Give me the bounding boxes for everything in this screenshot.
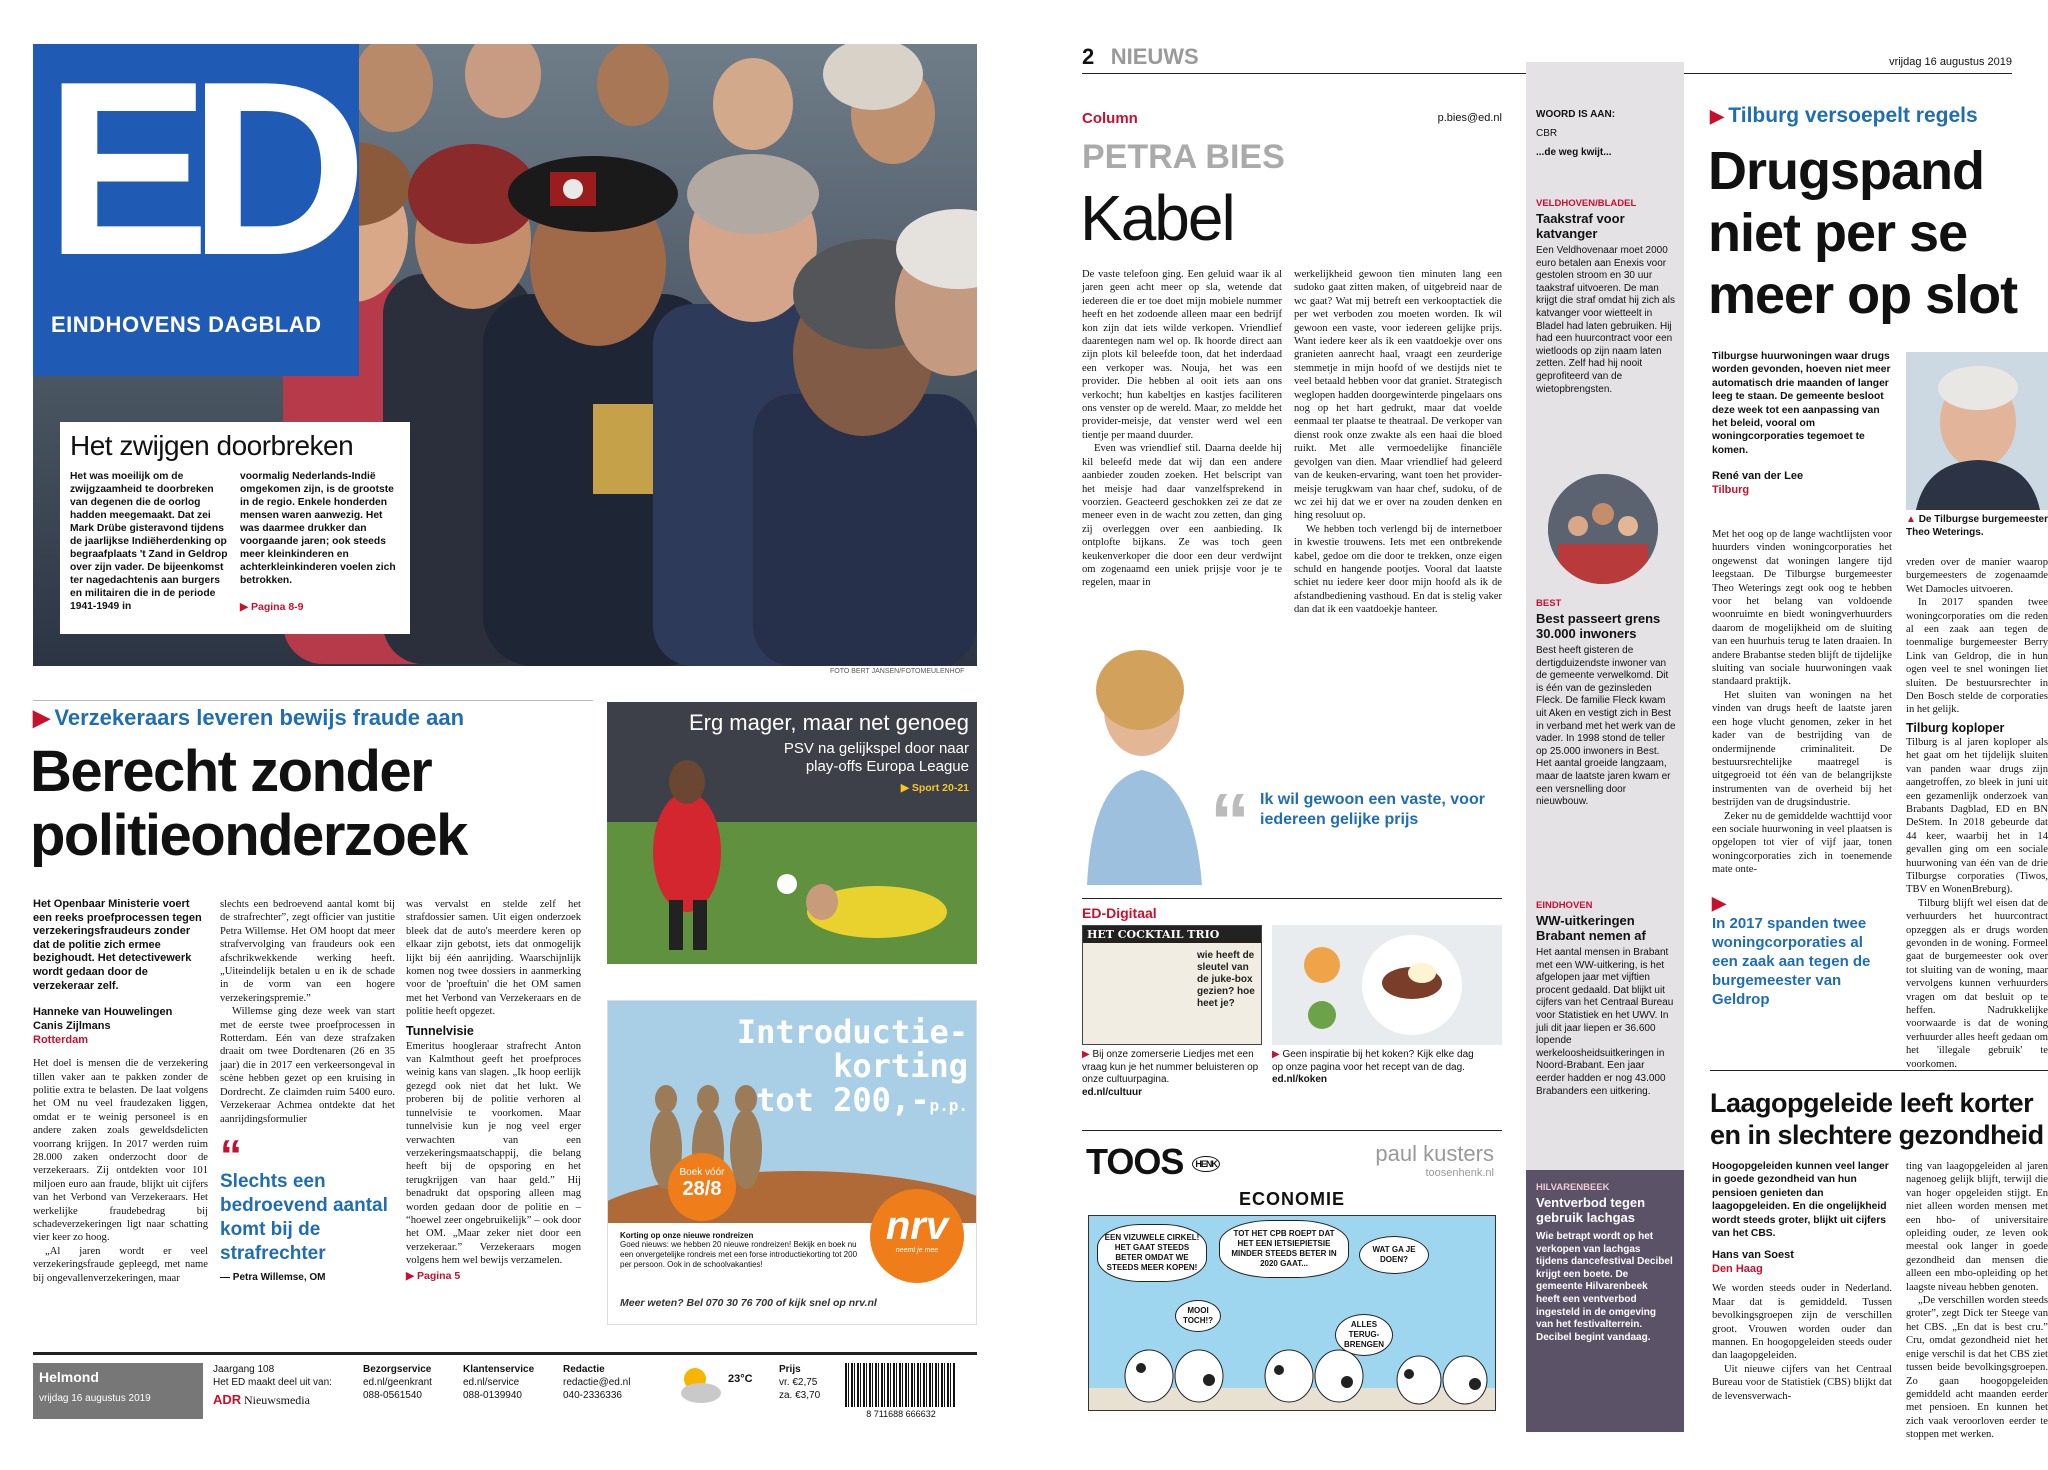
sidebar-news-3 xyxy=(1536,900,1676,1098)
quote-mark-icon: “ xyxy=(1210,777,1250,866)
paragraph: „Al jaren wordt er veel verzekeringsfraude gepleegd, met name bij ongevallenverzekeringen, maar xyxy=(33,1245,208,1284)
tilburg-author: René van der Lee xyxy=(1712,470,1804,483)
page-news xyxy=(1060,0,2048,1470)
news-title: WW-uitkeringen Brabant nemen af xyxy=(1536,913,1646,943)
tilburg-text-1 xyxy=(1712,528,1892,877)
sidebar-news-4-box xyxy=(1526,1170,1684,1432)
sport-box[interactable] xyxy=(607,702,977,964)
ad-brand-circle xyxy=(870,1189,964,1283)
ad-text-block xyxy=(620,1231,866,1270)
tilburg-quote-text: In 2017 spanden twee woningcorporaties al een zaak aan tegen de burgemeester van Geldrop xyxy=(1712,914,1871,1008)
paragraph: We hebben toch verlengd bij de internetboer in kwestie trouwens. Iets met een ontbrekende kabel, gedoe om die door te trekken, onze eigen schuld en hangende pootjes. Vooral dat laatste schiet nu iedere keer door mijn hoofd als ik de afstandbediening vasthoud. En dat is stelig vaker dan dat ik een vaatdoekje hanteer. xyxy=(1294,523,1502,616)
ad-title-1: Introductie- xyxy=(736,1013,968,1051)
sidebar-photo xyxy=(1548,474,1658,584)
feature-text-1: Het was moeilijk om de zwijgzaamheid te doorbreken van degenen die de oorlog hadden meegemaakt. Dat zei Mark Drübe gisteravond tijdens de jaarlijkse Indiëherdenking op begraafplaats 't Zand in Geldrop over zijn vader. De bijeenkomst ter nagedachtenis aan burgers en militairen die in de periode 1941-1949 in xyxy=(70,471,228,612)
comic-strip xyxy=(1082,1130,1502,1418)
digitaal-block xyxy=(1082,898,1502,1098)
pointer-icon: ▲ xyxy=(1906,514,1919,525)
comic-site: toosenhenk.nl xyxy=(1425,1167,1494,1179)
family-photo xyxy=(1548,474,1658,584)
comic-title: ECONOMIE xyxy=(1238,1189,1345,1209)
news-text: Wie betrapt wordt op het verkopen van lachgas tijdens dancefestival Decibel krijgt een boete. De gemeente Hilvarenbeek heeft een ventverbod ingesteld in de omgeving van het festivalterrein. Decibel begint vandaag. xyxy=(1536,1231,1673,1343)
paragraph: Emeritus hoogleraar strafrecht Anton van Kalmthout geeft het proefproces weinig kans van slagen. „Ik hoop eerlijk gezegd ook niet dat het lukt. We proberen bij de politie verhoren al tunnelvisie te voorkomen. Maar tunnelvisie kun je nog veel erger verwachten van een verzekeringsmaatschappij, die belang heeft bij de opsporing en het terugkrijgen van haar geld.” Hij benadrukt dat opsporing alleen mag worden gedaan door de politie en – “hoewel zeer ongebruikelijk” – ook door het OM. „Maar zeker niet door een verzekeraar.” Verzekeraars mogen volgens hem wel bewijs verzamelen. xyxy=(406,1040,581,1267)
health-author: Hans van Soest xyxy=(1712,1249,1794,1262)
news-title: Best passeert grens 30.000 inwoners xyxy=(1536,611,1661,641)
tilburg-place: Tilburg xyxy=(1712,484,1750,497)
feature-text-2: voormalig Nederlands-Indië omgekomen zijn, is de grootste in de regio. Enkele honderden mensen waren aanwezig. Het was daarmee drukker dan voorgaande jaren; ook steeds meer kleinkinderen en achterkleinkinderen voelen zich betrokken. xyxy=(240,471,396,586)
mayor-portrait xyxy=(1906,352,2048,510)
main-headline-line1: Berecht zonder xyxy=(30,739,432,804)
digitaal-item-text: Geen inspiratie bij het koken? Kijk elke dag op onze pagina voor het recept van de dag. xyxy=(1272,1049,1474,1073)
health-text-2 xyxy=(1906,1160,2048,1442)
paragraph: werkelijkheid gewoon tien minuten lang een sudoko gaat zitten maken, of uitgebreid naar de wc gaat? Wat mij betreft een verkooptactiek die per wet verboden zou moeten worden. Ik wil gewoon een vaste, voor iedereen gelijke prijs. Want iedere keer als ik een vaatdoekje over ons granieten aanrecht haal, vraagt een zeurderige stemmetje in mijn hoofd of we destijds niet te veel betaald hebben voor dat graniet. Strategisch weglopen hadden doorgewinterde pingelaars ons nog op het hart gedrukt, maar dat voelde eenmaal ter plaatse te theatraal. De verkoper van dienst rook onze zwakte als een haai die bloed ruikt. Met alle vermoedelijke financiële gevolgen van dien. Maar vriendlief had geleerd van de keuken-ervaring, want toen het provider-meisje terugkwam van haar chef, sudoku, of de wc zei hij dat we er over na zouden denken en hing resoluut op. xyxy=(1294,269,1502,522)
footer-link[interactable]: ed.nl/service xyxy=(463,1377,520,1388)
health-col-1 xyxy=(1712,1160,1892,1403)
ad-badge-1: Boek vóór xyxy=(679,1167,725,1178)
footer-label: Bezorgservice xyxy=(363,1364,432,1375)
header-date: vrijdag 16 augustus 2019 xyxy=(1889,56,2012,68)
sport-title: Erg mager, maar net genoeg xyxy=(688,710,969,735)
column-col-1 xyxy=(1082,268,1282,590)
footer-pub xyxy=(213,1363,353,1408)
speech-bubble-4: MOOI TOCH!? xyxy=(1175,1300,1221,1332)
tilburg-kicker-row xyxy=(1710,104,2048,128)
quote-attribution: — Petra Willemse, OM xyxy=(220,1271,326,1283)
ad-cta: Meer weten? Bel 070 30 76 700 of kijk snel op nrv.nl xyxy=(620,1297,877,1309)
adr-logo: ADR xyxy=(213,1392,242,1407)
news-place: HILVARENBEEK xyxy=(1536,1182,1610,1193)
ad-pp: p.p. xyxy=(929,1096,968,1115)
column-quote xyxy=(1210,777,1510,866)
nrv-ad[interactable] xyxy=(607,1000,977,1325)
paragraph: Met het oog op de lange wachtlijsten voor huurders vinden woningcorporaties het ongewenst dat woningen langere tijd leegstaan. De Tilburgse burgemeester Theo Weterings zegt ook oog te hebben voor het belang van voldoende woonruimte en biedt woningverhuurders daarom de mogelijkheid om de sluiting van een huurhuis terug te laten draaien. In andere Brabantse steden blijft de tijdelijke sluiting van sociale huurwoningen vaak standaard praktijk. xyxy=(1712,529,1892,688)
mayor-caption xyxy=(1906,514,2048,539)
main-text-1 xyxy=(33,1057,208,1285)
digitaal-link[interactable]: ed.nl/koken xyxy=(1272,1074,1328,1085)
food-image xyxy=(1272,925,1502,1045)
main-page-link[interactable] xyxy=(406,1270,581,1282)
columnist-portrait xyxy=(1082,630,1212,885)
column-email[interactable]: p.bies@ed.nl xyxy=(1437,112,1502,124)
tilburg-headline-2: niet per se xyxy=(1708,203,1968,263)
ad-title xyxy=(728,1015,968,1123)
feature-page-link[interactable] xyxy=(240,601,400,613)
health-story xyxy=(1710,1070,2048,1151)
woord-block xyxy=(1536,108,1676,159)
cocktail-image xyxy=(1082,925,1262,1045)
footer-phone: 088-0561540 xyxy=(363,1390,422,1401)
footer-klant xyxy=(463,1363,563,1402)
main-ref: Pagina 5 xyxy=(417,1269,461,1282)
tilburg-text-3 xyxy=(1906,736,2048,1071)
news-title: Ventverbod tegen gebruik lachgas xyxy=(1536,1195,1646,1225)
tilburg-intro xyxy=(1712,350,1892,497)
price-label: Prijs xyxy=(779,1364,801,1375)
news-title: Taakstraf voor katvanger xyxy=(1536,211,1625,241)
weather-icon xyxy=(673,1361,723,1407)
woord-label: WOORD IS AAN: xyxy=(1536,109,1616,120)
main-text-3b xyxy=(406,1040,581,1268)
publisher: Nieuwsmedia xyxy=(243,1393,310,1407)
footer-year: Jaargang 108 xyxy=(213,1364,275,1375)
cocktail-q: wie heeft de sleutel van de juke-box gezien? hoe heet je? xyxy=(1197,950,1255,1009)
paragraph: slechts een bedroevend aantal komt bij de strafrechter”, zegt officier van justitie Petra Willemse. Het OM hoopt dat meer strafvervolging van fraudeurs ook een afschrikwekkende werking heeft. „Uiteindelijk betalen u en ik de schade in de vorm van een hogere verzekeringspremie.” xyxy=(220,899,395,1004)
footer-link[interactable]: ed.nl/geenkrant xyxy=(363,1377,432,1388)
comic-logo-text-2: HENK xyxy=(1192,1156,1220,1172)
ad-brand-sub: neemt je mee xyxy=(895,1247,939,1254)
news-text: Een Veldhovenaar moet 2000 euro betalen aan Enexis voor gestolen stroom en 30 uur taakstraf uitvoeren. De man krijgt die straf omdat hij zich als katvanger voor wietteelt in Bladel had laten gebruiken. Hij had een huurcontract voor een wietloods op zijn naam laten zetten. Zelf had hij nooit geprofiteerd van de wietopbrengsten. xyxy=(1536,245,1675,395)
digitaal-item-text: Bij onze zomerserie Liedjes met een vraag kun je het nummer beluisteren op onze cultuurpagina. xyxy=(1082,1049,1259,1085)
health-lead: Hoogopgeleiden kunnen veel langer in goede gezondheid van hun pensioen genieten dan laagopgeleiden. En die ongelijkheid wordt steeds groter, blijkt uit cijfers van het CBS. xyxy=(1712,1161,1889,1240)
paragraph: vreden over de manier waarop burgemeesters de zogenaamde Wet Damocles uitvoeren. xyxy=(1906,557,2048,595)
news-text: Het aantal mensen in Brabant met een WW-uitkering, is het afgelopen jaar met vijftien procent gedaald. Dat blijkt uit cijfers van het Centraal Bureau voor Statistiek en het UWV. In juli dit jaar liepen er 36.600 lopende werkeloosheidsuitkeringen in Noord-Brabant. Een jaar eerder hadden er nog 43.000 Brabanders een uitkering. xyxy=(1536,947,1674,1097)
logo-box xyxy=(33,29,359,376)
health-headline-1: Laagopgeleide leeft korter xyxy=(1710,1088,2034,1118)
main-col-2 xyxy=(220,898,395,1283)
main-kicker-row xyxy=(33,700,593,731)
tilburg-lead: Tilburgse huurwoningen waar drugs worden gevonden, hoeven niet meer automatisch drie maanden of langer leeg te staan. De gemeente besloot deze week tot een aanpassing van het beleid, vooral om woningcorporaties tegemoet te komen. xyxy=(1712,351,1891,456)
barcode-number: 8 711688 666632 xyxy=(866,1409,936,1419)
section-name: NIEUWS xyxy=(1110,44,1199,69)
pointer-icon: ▶ xyxy=(900,782,912,794)
sport-ref xyxy=(847,782,969,794)
edition-date: vrijdag 16 augustus 2019 xyxy=(39,1393,151,1404)
logo-name: EINDHOVENS DAGBLAD xyxy=(51,312,322,337)
tilburg-pull-quote xyxy=(1712,893,1892,1009)
column-title: Kabel xyxy=(1080,182,1234,254)
paragraph: Het doel is mensen die de verzekering tillen vaker aan te pakken zonder de politie extra te belasten. De laat volgens het OM nu veel fraudezaken liggen, omdat er te weinig personeel is en andere zaken zoals geweldsdelicten voorrang krijgen. In 2017 werden ruim 28.000 zaken onderzocht door de verzekeraars. Zij ontdekten voor 101 miljoen euro aan fraude, blijkt uit cijfers van het Verbond van Verzekeraars. Het werkelijke fraudebedrag bij schadeverzekeringen ligt naar schatting vier keer zo hoog. xyxy=(33,1058,208,1244)
author-1: Hanneke van Houwelingen xyxy=(33,1006,173,1019)
footer-phone: 040-2336336 xyxy=(563,1390,622,1401)
quote-text: Slechts een bedroevend aantal komt bij de strafrechter xyxy=(220,1170,388,1264)
footer-link[interactable]: redactie@ed.nl xyxy=(563,1377,631,1388)
ad-title-2: korting xyxy=(833,1047,968,1085)
subhead-tunnelvisie: Tunnelvisie xyxy=(406,1023,474,1038)
paragraph: was vervalst en stelde zelf het strafdossier samen. Uit eigen onderzoek bleek dat de auto's meerdere keren op elkaar zijn gebotst, iets dat onmogelijk lijkt bij één aanrijding. Waarschijnlijk komen nog twee dossiers in aanmerking voor de 'proeftuin' die het OM samen met het Verbond van Verzekeraars en de politie heeft opgezet. xyxy=(406,899,581,1018)
speech-bubble-3: WAT GA JE DOEN? xyxy=(1359,1236,1429,1274)
dish-illustration xyxy=(1272,925,1502,1045)
footer-phone: 088-0139940 xyxy=(463,1390,522,1401)
sidebar-news-1 xyxy=(1536,198,1676,396)
column-quote-text: Ik wil gewoon een vaste, voor iedereen gelijke prijs xyxy=(1260,791,1485,828)
paragraph: „De verschillen worden steeds groter”, zegt Dick ter Steege van het CBS. „En dat is best cru.” Cru, omdat gezondheid niet het enige verschil is dat het CBS ziet tussen beide bevolkingsgroepen. Zo gaan hoogopgeleiden gemiddeld acht maanden eerder met pensioen. En kunnen het zich vaak veroorloven eerder te stoppen met werken. xyxy=(1906,1295,2048,1441)
comic-artist: paul kusters xyxy=(1375,1141,1494,1166)
pointer-icon: ▶ xyxy=(1272,1049,1283,1060)
paragraph: Willemse ging deze week van start met de eerste twee proefprocessen in Rotterdam. Eén van deze strafzaken draait om twee Dordtenaren (26 en 35 jaar) die in 2017 een verkeersongeval in scène hebben gezet op een kruising in Dordrecht. Ze claimden ruim 5400 euro. Verzekeraar Achmea ontdekte dat het aanrijdingsformulier xyxy=(220,1006,395,1125)
main-headline-line2: politieonderzoek xyxy=(30,803,467,868)
main-headline xyxy=(30,740,610,868)
footer-label: Klantenservice xyxy=(463,1364,535,1375)
kicker-marker-icon: ▶ xyxy=(33,705,50,730)
mayor-photo xyxy=(1906,352,2048,510)
edition-name: Helmond xyxy=(39,1369,99,1385)
column-col-2 xyxy=(1294,268,1502,617)
paragraph: Even was vriendlief stil. Daarna deelde hij kil beleefd mede dat wij dan een andere aanbieder zouden zoeken. Het belscript van het meisje had daar vanzelfsprekend in voorzien. Geacteerd geschokken zei ze dat ze meneer even in de wacht zou zetten, dan ging zij overleggen over een aanbieding. Ik ontplofte bijkans. Ze was toch geen keukenverkoper die door een deur verdwijnt om zogenaamd een uniek prijsje voor je te regelen, maar in xyxy=(1082,443,1282,589)
tilburg-headline xyxy=(1708,140,2048,326)
ad-text: Goed nieuws: we hebben 20 nieuwe rondreizen! Bekijk en boek nu een onvergetelijke rondreis met een forse introductiekorting tot 200 per persoon. Ook in de schoolvakanties! xyxy=(620,1240,858,1269)
footer-price xyxy=(779,1363,839,1402)
comic-logo-text: TOOS xyxy=(1086,1141,1184,1182)
ad-badge-2: 28/8 xyxy=(682,1178,722,1200)
health-headline xyxy=(1710,1087,2048,1151)
news-text: Best heeft gisteren de dertigduizendste inwoner van de gemeente verwelkomd. Dit is één van de gezinsleden Fleck. De familie Fleck kwam uit Aken en vestigt zich in Best in verband met het werk van de vader. In 1998 stond de teller op 25.000 inwoners in Best. Het aantal groeide langzaam, maar de laatste jaren kwam er een versnelling door nieuwbouw. xyxy=(1536,645,1676,808)
paragraph: Uit nieuwe cijfers van het Centraal Bureau voor de Statistiek (CBS) blijkt dat de levensverwach- xyxy=(1712,1363,1892,1402)
tilburg-text-2 xyxy=(1906,556,2048,717)
feature-title: Het zwijgen doorbreken xyxy=(70,430,354,461)
speech-bubble-1: EEN VIZUWELE CIRKEL! HET GAAT STEEDS BETER OMDAT WE STEEDS MEER KOPEN! xyxy=(1097,1224,1207,1282)
column-photo xyxy=(1082,630,1212,885)
cocktail-head: HET COCKTAIL TRIO xyxy=(1083,926,1261,943)
column-text-2 xyxy=(1294,268,1502,617)
quote-mark-icon: “ xyxy=(220,1130,242,1180)
ad-text-head: Korting op onze nieuwe rondreizen xyxy=(620,1231,754,1240)
main-text-3 xyxy=(406,898,581,1019)
column-label: Column xyxy=(1082,110,1138,127)
quote-marker-icon: ▶ xyxy=(1712,892,1726,913)
paragraph: ting van laagopgeleiden al jaren nagenoeg gelijk blijft, terwijl die van hoger opgeleiden stijgt. En niet alleen worden mensen met een hbo- of universitaire opleiding ouder, ze leven ook meestal ook langer in goede gezondheid dan mensen die alleen een mbo-opleiding op het laagste niveau hebben genoten. xyxy=(1906,1161,2048,1293)
news-place: BEST xyxy=(1536,598,1562,609)
feature-ref: Pagina 8-9 xyxy=(251,601,304,613)
news-sidebar xyxy=(1526,62,1684,1432)
digitaal-link[interactable]: ed.nl/cultuur xyxy=(1082,1086,1142,1098)
footer-redactie xyxy=(563,1363,663,1402)
main-kicker: Verzekeraars leveren bewijs fraude aan xyxy=(54,705,465,730)
main-text-2 xyxy=(220,898,395,1126)
subhead-koploper: Tilburg koploper xyxy=(1906,720,2005,735)
news-place: EINDHOVEN xyxy=(1536,900,1593,911)
price-weekday: vr. €2,75 xyxy=(779,1377,818,1388)
logo-letters: ED xyxy=(45,29,346,307)
comic-logo xyxy=(1086,1141,1220,1183)
paragraph: Zeker nu de gemiddelde wachttijd voor een sociale huurwoning in veel plaatsen is opgelopen tot vier of vijf jaar, tonen woningcorporaties zich in toenemende mate onte- xyxy=(1712,810,1892,876)
comic-panels xyxy=(1088,1215,1496,1411)
pull-quote xyxy=(220,1130,395,1283)
health-place: Den Haag xyxy=(1712,1263,1763,1276)
footer-bezorg xyxy=(363,1363,463,1402)
paragraph: We worden steeds ouder in Nederland. Maar dat is gemiddeld. Tussen bevolkingsgroepen zijn de verschillen groot. Vrouwen worden ouder dan mannen. En hoogopgeleiden steeds ouder dan laagopgeleiden. xyxy=(1712,1283,1892,1362)
health-col-2 xyxy=(1906,1160,2048,1442)
ad-title-3: tot 200,- xyxy=(756,1081,930,1119)
tilburg-headline-1: Drugspand xyxy=(1708,141,1985,201)
sidebar-news-2 xyxy=(1536,598,1676,809)
pointer-icon: ▶ xyxy=(406,1269,417,1282)
news-place: VELDHOVEN/BLADEL xyxy=(1536,198,1637,209)
ad-badge xyxy=(668,1153,736,1221)
kicker-marker-icon: ▶ xyxy=(1710,106,1724,126)
column-author: PETRA BIES xyxy=(1082,138,1285,176)
edition-block xyxy=(33,1363,203,1419)
ad-brand: nrv xyxy=(885,1204,949,1248)
page-number: 2 xyxy=(1082,44,1095,69)
photo-credit: FOTO BERT JANSEN/FOTOMEULENHOF xyxy=(830,668,965,675)
speech-bubble-5: ALLES TERUG-BRENGEN xyxy=(1335,1314,1393,1356)
temperature: 23°C xyxy=(728,1373,753,1385)
digitaal-item-2[interactable] xyxy=(1272,1049,1482,1087)
price-saturday: za. €3,70 xyxy=(779,1390,821,1401)
woord-text: ...de weg kwijt... xyxy=(1536,147,1612,158)
digitaal-item-1[interactable] xyxy=(1082,1049,1267,1099)
page-front xyxy=(0,0,1000,1470)
tilburg-headline-3: meer op slot xyxy=(1708,265,2018,325)
feature-box xyxy=(60,422,410,634)
pointer-icon: ▶ xyxy=(240,601,251,613)
column-text-1 xyxy=(1082,268,1282,590)
speech-bubble-2: TOT HET CPB ROEPT DAT HET EEN IETSIEPIETSIE MINDER STEEDS BETER IN 2020 GAAT... xyxy=(1219,1220,1349,1278)
woord-who: CBR xyxy=(1536,128,1558,139)
tilburg-kicker: Tilburg versoepelt regels xyxy=(1728,104,1978,127)
pointer-icon: ▶ xyxy=(1082,1049,1093,1060)
health-text-1 xyxy=(1712,1282,1892,1403)
paragraph: Het sluiten van woningen na het vinden van drugs heeft de laatste jaren een hoge vlucht genomen, zeker in het kader van de bestrijding van de ondermijnende criminaliteit. De bestuursrechtelijke maatregel is uitgegroeid tot één van de belangrijkste instrumenten van de overheid bij het bestrijden van de drugsindustrie. xyxy=(1712,689,1892,809)
main-col-3 xyxy=(406,898,581,1282)
front-footer xyxy=(33,1352,977,1422)
footer-group: Het ED maakt deel uit van: xyxy=(213,1377,332,1388)
sport-ref-text: Sport 20-21 xyxy=(911,782,969,794)
paragraph: De vaste telefoon ging. Een geluid waar ik al jaren geen acht meer op sla, wetende dat iedereen die er toe doet mijn mobiele nummer heeft en het zodoende alleen maar een bedrijf kon zijn dat iets wilde verkopen. Vriendlief daarentegen nam wel op. Ik hoorde direct aan zijn plots kil beleefde toon, dat het inderdaad een verkoper was. Nouja, het was een provider. Die hebben al ooit iets aan ons verkocht; hun kabeltjes en kastjes faciliteren ons venster op de wereld. Maar, zo meldde het provider-meisje, dat venster werd wel een tientje per maand duurder. xyxy=(1082,269,1282,441)
sport-sub: PSV na gelijkspel door naar play-offs Europa League xyxy=(783,740,969,775)
tilburg-col-1 xyxy=(1712,528,1892,1009)
health-headline-2: en in slechtere gezondheid xyxy=(1710,1120,2044,1150)
tilburg-col-2 xyxy=(1906,556,2048,1071)
barcode xyxy=(845,1363,955,1407)
main-place: Rotterdam xyxy=(33,1034,89,1047)
footer-label: Redactie xyxy=(563,1364,605,1375)
digitaal-label: ED-Digitaal xyxy=(1082,905,1157,921)
caption-text: De Tilburgse burgemeester Theo Weterings. xyxy=(1906,514,2048,538)
paragraph: In 2017 spanden twee woningcorporaties om die reden al een zaak aan tegen de toenmalige burgemeester Berry Link van Geldrop, die in hun ogen veel te snel woningen liet sluiten. De bestuursrechter in Den Bosch stelde de corporaties in het gelijk. xyxy=(1906,597,2048,716)
main-col-1 xyxy=(33,898,208,1285)
paragraph: Tilburg is al jaren koploper als het gaat om het tijdelijk sluiten van panden waar drugs zijn aangetroffen, zo bleek in juni uit een gezamenlijk onderzoek van Brabants Dagblad, ED en BN DeStem. In 2018 gebeurde dat 44 keer, waarbij het in 14 gevallen ging om een sociale huurwoning van één van de drie Tilburgse corporaties (Tiwos, TBV en WonenBreburg). xyxy=(1906,736,2048,896)
author-2: Canis Zijlmans xyxy=(33,1020,111,1033)
main-lead: Het Openbaar Ministerie voert een reeks proefprocessen tegen verzekeringsfraudeurs zonder dat de politie zich ermee bezighoudt. Het detectivewerk wordt gedaan door de verzekeraar zelf. xyxy=(33,898,202,992)
comic-characters xyxy=(1089,1336,1495,1410)
paragraph: Tilburg blijft wel eisen dat de verhuurders het huurcontract opzeggen als er drugs worden gevonden in de woning. Formeel gaat de burgemeester ook over tot sluiting van de woning, maar vervolgens kunnen verhuurders vragen om dat besluit op te heffen. Nadrukkelijke voorwaarde is dat de woning verhuurder alles heeft gedaan om het 'illegale gebruik' te voorkomen. xyxy=(1906,897,2048,1070)
